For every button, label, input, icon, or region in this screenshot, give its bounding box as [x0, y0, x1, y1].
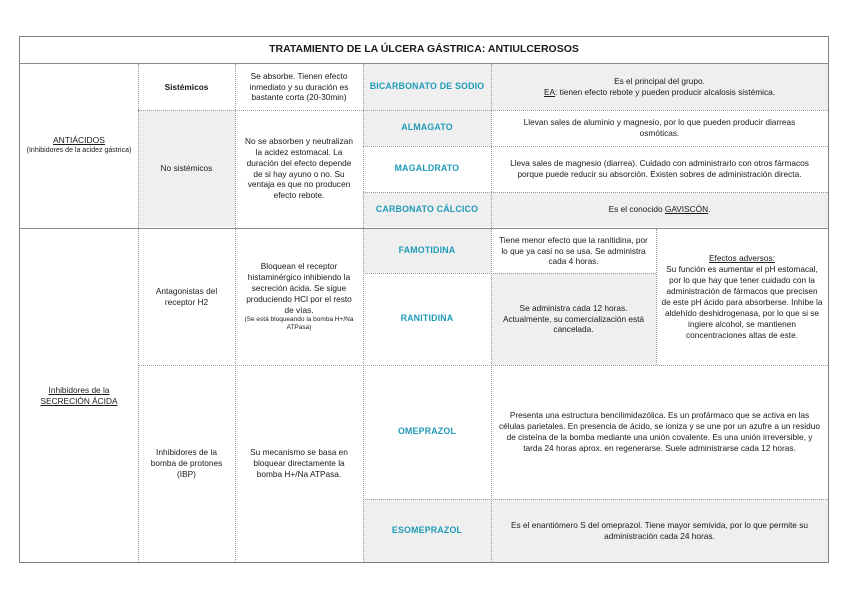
antiacidos-group-label: [20, 64, 138, 227]
inhibidores-group-label: Inhibidores de la SECRECIÓN ÁCIDA: [40, 384, 118, 406]
bicarbonato-ea-text: : tienen efecto rebote y pueden producir alcalosis sistémica.: [555, 87, 776, 97]
antagonistas-h2-label: Antagonistas del receptor H2: [155, 286, 218, 307]
magaldrato-info: Lleva sales de magnesio (diarrea). Cuidado con administrarlo con otros fármacos porque puede reducir su absorción. Existen sobres de administración directa.: [510, 158, 809, 179]
table-title: TRATAMIENTO DE LA ÚLCERA GÁSTRICA: ANTIULCEROSOS: [269, 43, 579, 56]
antagonistas-desc-note: (Se está bloqueando la bomba H+/Na ATPasa): [244, 315, 354, 332]
drug-ranitidina: RANITIDINA: [400, 313, 454, 324]
bicarbonato-info: [491, 64, 828, 110]
antagonistas-desc-main: Bloquean el receptor histaminérgico inhibiendo la secreción ácida. Se sigue produciendo HCl por el resto de vías.: [246, 261, 352, 315]
drug-esomeprazol: ESOMEPRAZOL: [391, 524, 463, 535]
no-sistemicos-description: No se absorben y neutralizan la acidez estomacal. La duración del efecto depende de si hay ayuno o no. Su ventaja es que no producen efecto rebote.: [245, 135, 353, 201]
antiacidos-title: ANTIÁCIDOS: [53, 135, 105, 146]
drug-carbonato-calcico: CARBONATO CÁLCICO: [375, 203, 479, 214]
drug-almagato: ALMAGATO: [401, 122, 453, 133]
drug-famotidina: FAMOTIDINA: [398, 245, 456, 256]
carbonato-info: [491, 192, 828, 227]
gaviscon-brand: GAVISCÓN: [664, 204, 709, 215]
carbonato-info-pre: Es el conocido: [608, 204, 665, 215]
sistemicos-label: Sistémicos: [164, 81, 209, 92]
drug-omeprazol: OMEPRAZOL: [397, 426, 456, 437]
esomeprazol-info: Es el enantiómero S del omeprazol. Tiene mayor semivida, por lo que permite su administración cada 24 horas.: [511, 519, 808, 541]
famotidina-info: Tiene menor efecto que la ranitidina, por lo que ya casi no se usa. Se administra cada 4 horas.: [499, 234, 648, 267]
omeprazol-info: Presenta una estructura bencilimidazólica. Es un profármaco que se activa en las células parietales. En presencia de ácido, se ioniza y se une por un azufre a un residuo de cisteína de la bomba mediante una unión covalente. Es una unión irreversible, y tarda 24 horas aprox. en regenerarse. Suele administrarse cada 12 horas.: [498, 410, 820, 453]
antiulcerosos-table: [19, 36, 829, 563]
efectos-adversos-title: Efectos adversos:: [709, 253, 775, 264]
ibp-description: Su mecanismo se basa en bloquear directamente la bomba H+/Na ATPasa.: [250, 447, 348, 479]
no-sistemicos-label: No sistémicos: [160, 163, 213, 174]
sistemicos-description: Se absorbe. Tienen efecto inmediato y su duración es bastante corta (20-30min): [249, 70, 349, 103]
almagato-info: Llevan sales de aluminio y magnesio, por lo que pueden producir diarreas osmóticas.: [523, 117, 796, 138]
drug-bicarbonato-de-sodio: BICARBONATO DE SODIO: [369, 81, 485, 92]
bicarbonato-info-line2: [544, 87, 775, 98]
bicarbonato-info-line1: Es el principal del grupo.: [614, 76, 705, 87]
ea-abbrev: EA: [543, 87, 556, 97]
drug-magaldrato: MAGALDRATO: [394, 163, 460, 174]
efectos-adversos-h2: [656, 229, 828, 365]
antagonistas-h2-description: [235, 229, 363, 365]
ranitidina-info: Se administra cada 12 horas. Actualmente, su comercialización está cancelada.: [502, 302, 645, 335]
antiacidos-subtitle: (Inhibidores de la acidez gástrica): [26, 147, 132, 155]
ibp-label: Inhibidores de la bomba de protones (IBP): [150, 447, 223, 479]
carbonato-info-post: .: [708, 204, 711, 215]
efectos-adversos-text: Su función es aumentar el pH estomacal, por lo que hay que tener cuidado con la administración de fármacos que precisen de este pH ácido para absorberse. Inhibe la aldehído deshidrogenasa, por lo que si se ingiere alcohol, se mantienen concentraciones altas de este.: [661, 264, 823, 340]
